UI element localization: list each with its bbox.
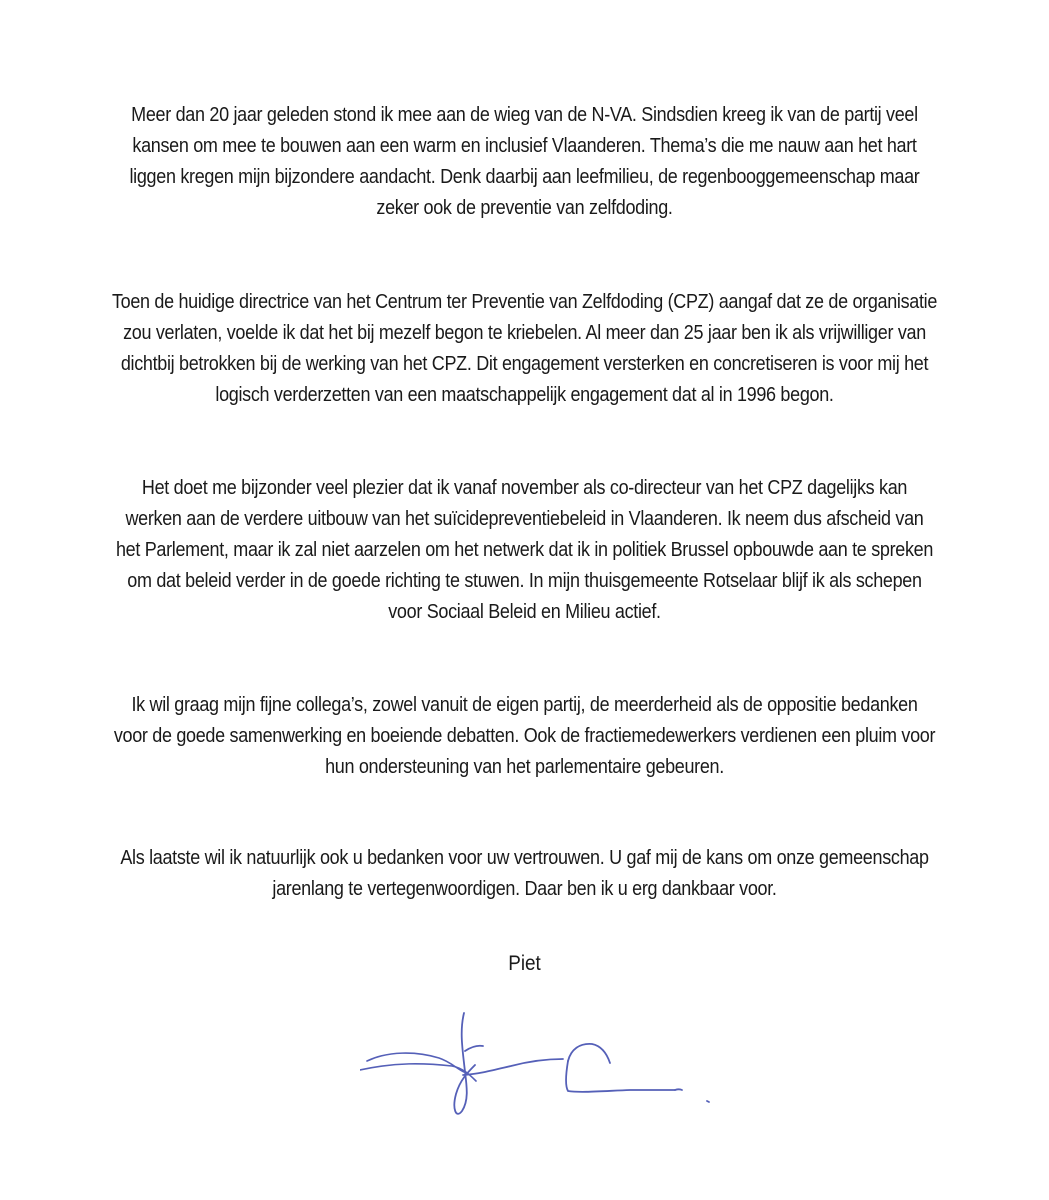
paragraph-line: kansen om mee te bouwen aan een warm en inclusief Vlaanderen. Thema’s die me nauw aan het hart xyxy=(132,135,917,157)
paragraph-line: Toen de huidige directrice van het Centrum ter Preventie van Zelfdoding (CPZ) aangaf dat ze de organisatie xyxy=(111,291,938,313)
paragraph-introduction xyxy=(106,100,942,224)
paragraph-line: liggen kregen mijn bijzondere aandacht. Denk daarbij aan leefmilieu, de regenbooggemeenschap maar xyxy=(129,166,920,188)
paragraph-line: Het doet me bijzonder veel plezier dat ik vanaf november als co-directeur van het CPZ dagelijks kan xyxy=(141,477,908,499)
paragraph-line: dichtbij betrokken bij de werking van het CPZ. Dit engagement versterken en concretiseren is voor mij het xyxy=(120,353,929,375)
paragraph-line: voor Sociaal Beleid en Milieu actief. xyxy=(388,601,661,623)
paragraph-line: het Parlement, maar ik zal niet aarzelen om het netwerk dat ik in politiek Brussel opbouwde aan te spreken xyxy=(115,539,934,561)
paragraph-line: zeker ook de preventie van zelfdoding. xyxy=(376,197,673,219)
paragraph-line: voor de goede samenwerking en boeiende debatten. Ook de fractiemedewerkers verdienen een pluim voor xyxy=(113,725,936,747)
handwritten-signature xyxy=(360,1003,720,1123)
paragraph-thanks-voters xyxy=(106,843,942,905)
paragraph-cpz-engagement xyxy=(106,287,942,411)
paragraph-line: zou verlaten, voelde ik dat het bij mezelf begon te kriebelen. Al meer dan 25 jaar ben ik als vrijwilliger van xyxy=(123,322,926,344)
paragraph-line: om dat beleid verder in de goede richting te stuwen. In mijn thuisgemeente Rotselaar blijf ik als schepen xyxy=(127,570,922,592)
paragraph-new-role xyxy=(106,473,942,628)
paragraph-line: jarenlang te vertegenwoordigen. Daar ben ik u erg dankbaar voor. xyxy=(272,878,777,900)
paragraph-line: Als laatste wil ik natuurlijk ook u bedanken voor uw vertrouwen. U gaf mij de kans om onze gemeenschap xyxy=(120,847,929,869)
closing-name: Piet xyxy=(508,952,541,975)
paragraph-line: Ik wil graag mijn fijne collega’s, zowel vanuit de eigen partij, de meerderheid als de oppositie bedanken xyxy=(131,694,918,716)
letter-body xyxy=(60,100,989,979)
paragraph-line: logisch verderzetten van een maatschappelijk engagement dat al in 1996 begon. xyxy=(215,384,834,406)
paragraph-line: werken aan de verdere uitbouw van het suïcidepreventiebeleid in Vlaanderen. Ik neem dus afscheid van xyxy=(125,508,924,530)
paragraph-line: Meer dan 20 jaar geleden stond ik mee aan de wieg van de N-VA. Sindsdien kreeg ik van de partij veel xyxy=(131,104,918,126)
paragraph-line: hun ondersteuning van het parlementaire gebeuren. xyxy=(325,756,724,778)
paragraph-thanks-colleagues xyxy=(106,690,942,783)
